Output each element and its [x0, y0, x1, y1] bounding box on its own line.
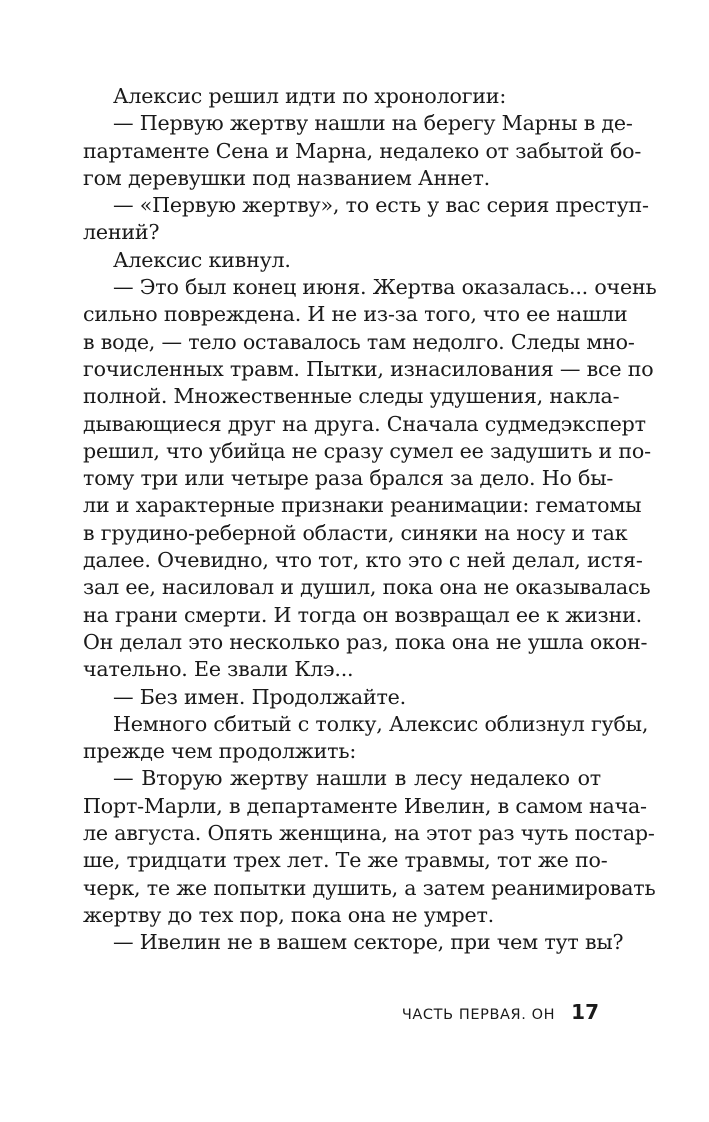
text-line: — Ивелин не в вашем секторе, при чем тут вы? — [113, 930, 624, 955]
text-line: тому три или четыре раза брался за дело. Но бы- — [83, 466, 614, 491]
text-line: черк, те же попытки душить, а затем реанимировать — [83, 875, 656, 900]
text-line: Алексис решил идти по хронологии: — [113, 84, 507, 108]
text-line: — «Первую жертву», то есть у вас серия преступ- — [113, 193, 649, 218]
text-line: гом деревушки под названием Аннет. — [83, 165, 491, 190]
running-footer — [402, 1000, 599, 1024]
text-line: сильно повреждена. И не из-за того, что ее нашли — [83, 302, 628, 327]
body-text — [83, 83, 657, 957]
text-line: — Первую жертву нашли на берегу Марны в де- — [113, 111, 633, 136]
text-line: — Вторую жертву нашли в лесу недалеко от — [113, 766, 601, 791]
text-line: Немного сбитый с толку, Алексис облизнул губы, — [113, 711, 649, 736]
running-title: ЧАСТЬ ПЕРВАЯ. ОН — [401, 1007, 556, 1023]
text-line: — Это был конец июня. Жертва оказалась... очень — [113, 275, 657, 300]
text-line: жертву до тех пор, пока она не умрет. — [83, 902, 495, 927]
text-line: дывающиеся друг на друга. Сначала судмедэксперт — [83, 411, 646, 436]
text-line: ли и характерные признаки реанимации: гематомы — [83, 493, 642, 518]
text-line: полной. Множественные следы удушения, накла- — [83, 384, 620, 409]
text-line: зал ее, насиловал и душил, пока она не оказывалась — [83, 575, 651, 600]
text-line: решил, что убийца не сразу сумел ее задушить и по- — [83, 438, 651, 463]
text-line: чательно. Ее звали Клэ... — [83, 657, 354, 682]
text-line: ше, тридцати трех лет. Те же травмы, тот же по- — [83, 848, 608, 873]
text-line: в грудино-реберной области, синяки на носу и так — [83, 520, 628, 545]
text-line: Он делал это несколько раз, пока она не ушла окон- — [83, 629, 648, 654]
text-line: на грани смерти. И тогда он возвращал ее к жизни. — [83, 602, 642, 627]
text-line: партаменте Сена и Марна, недалеко от забытой бо- — [83, 138, 642, 163]
text-line: далее. Очевидно, что тот, кто это с ней делал, истя- — [83, 548, 643, 573]
text-line: — Без имен. Продолжайте. — [113, 684, 406, 709]
text-line: в воде, — тело оставалось там недолго. Следы мно- — [83, 329, 635, 354]
text-line: ле августа. Опять женщина, на этот раз чуть постар- — [83, 821, 655, 846]
text-line: Алексис кивнул. — [113, 247, 291, 272]
text-line: Порт-Марли, в департаменте Ивелин, в самом нача- — [83, 793, 647, 818]
text-line: прежде чем продолжить: — [83, 739, 357, 764]
text-line: гочисленных травм. Пытки, изнасилования — все по — [83, 356, 654, 381]
text-line: лений? — [83, 220, 160, 245]
page-number: 17 — [571, 1000, 599, 1024]
